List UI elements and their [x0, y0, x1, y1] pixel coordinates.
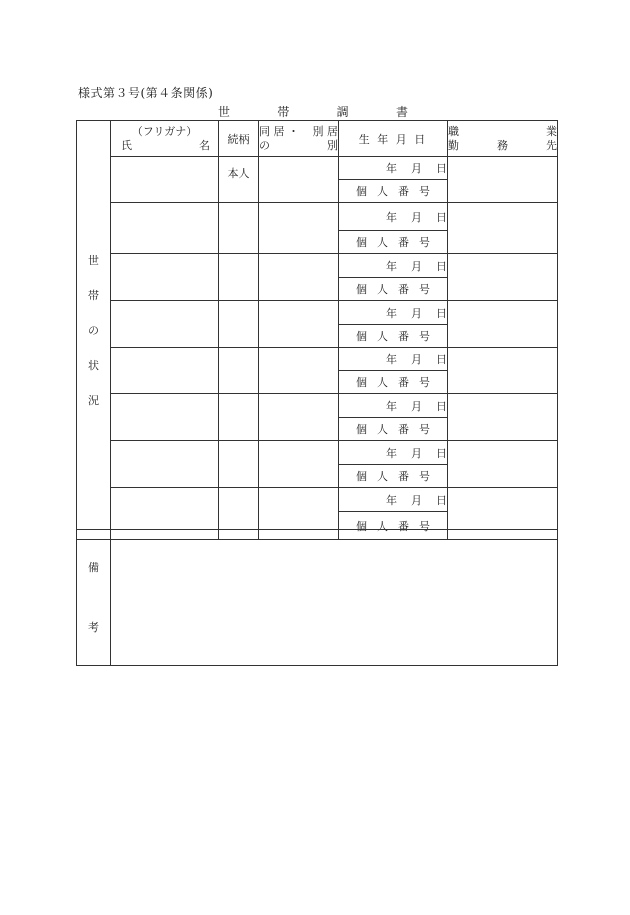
idn-char: 番: [398, 470, 409, 483]
idn-char: 人: [377, 423, 388, 436]
occ-label-2c: 先: [546, 138, 557, 152]
dob-field[interactable]: [339, 254, 448, 278]
individual-number-field[interactable]: [339, 465, 448, 488]
label-char: の: [88, 323, 99, 337]
form-number: 様式第３号(第４条関係): [78, 86, 214, 100]
dob-year: 年: [386, 493, 397, 507]
household-survey-table: [76, 120, 558, 540]
relation-field[interactable]: [219, 157, 259, 203]
idn-char: 号: [419, 185, 430, 198]
title-char: 書: [395, 105, 408, 119]
dob-month: 月: [411, 353, 422, 366]
dob-month: 月: [411, 162, 422, 175]
dob-field[interactable]: [339, 157, 448, 180]
occ-label-1b: 業: [546, 124, 557, 138]
household-status-label: [77, 121, 111, 540]
idn-char: 号: [419, 376, 430, 389]
dob-field[interactable]: [339, 301, 448, 325]
label-char: 況: [88, 393, 99, 407]
occ-label-1a: 職: [448, 124, 459, 138]
residence-field[interactable]: [259, 441, 339, 488]
name-field[interactable]: [111, 441, 219, 488]
idn-char: 号: [419, 283, 430, 296]
individual-number-field[interactable]: [339, 371, 448, 394]
header-occupation: [448, 121, 558, 157]
dob-year: 年: [386, 210, 397, 224]
relation-field[interactable]: [219, 348, 259, 394]
residence-label-2a: の: [259, 138, 270, 152]
label-char: 状: [88, 358, 99, 372]
dob-day: 日: [436, 353, 447, 366]
dob-year: 年: [386, 306, 397, 320]
residence-field[interactable]: [259, 348, 339, 394]
idn-char: 号: [419, 423, 430, 436]
idn-char: 個: [356, 185, 367, 198]
dob-month: 月: [411, 399, 422, 413]
residence-label-2b: 別: [327, 138, 338, 152]
dob-day: 日: [436, 493, 447, 507]
relation-field[interactable]: [219, 394, 259, 441]
idn-char: 号: [419, 470, 430, 483]
member-row: [77, 301, 558, 325]
relation-field[interactable]: [219, 254, 259, 301]
idn-char: 人: [377, 185, 388, 198]
idn-char: 番: [398, 185, 409, 198]
idn-char: 人: [377, 330, 388, 343]
name-label-2: 名: [199, 138, 210, 152]
remarks-label: [77, 530, 111, 666]
dob-field[interactable]: [339, 348, 448, 371]
dob-day: 日: [436, 399, 447, 413]
header-name: [111, 121, 219, 157]
label-char: 世: [88, 253, 99, 267]
dob-day: 日: [436, 210, 447, 224]
individual-number-field[interactable]: [339, 418, 448, 441]
dob-month: 月: [411, 210, 422, 224]
member-row: [77, 441, 558, 465]
individual-number-field[interactable]: [339, 278, 448, 301]
dob-field[interactable]: [339, 488, 448, 512]
remarks-field[interactable]: [111, 530, 558, 666]
residence-field[interactable]: [259, 301, 339, 348]
idn-char: 人: [377, 519, 388, 533]
header-dob: 生 年 月 日: [339, 121, 448, 157]
individual-number-field[interactable]: [339, 180, 448, 203]
dob-year: 年: [386, 353, 397, 366]
idn-char: 人: [377, 376, 388, 389]
dob-year: 年: [386, 162, 397, 175]
idn-char: 番: [398, 236, 409, 249]
member-row: [77, 394, 558, 418]
self-relation-text: 本人: [227, 167, 250, 180]
idn-char: 号: [419, 330, 430, 343]
idn-char: 個: [356, 376, 367, 389]
title-char: 調: [336, 105, 349, 119]
residence-field[interactable]: [259, 157, 339, 203]
occupation-field[interactable]: [448, 254, 558, 301]
idn-char: 個: [356, 283, 367, 296]
name-field[interactable]: [111, 203, 219, 254]
furigana-label: （フリガナ）: [131, 124, 198, 138]
dob-month: 月: [411, 259, 422, 273]
individual-number-field[interactable]: [339, 231, 448, 254]
dob-year: 年: [386, 446, 397, 460]
idn-char: 人: [377, 470, 388, 483]
idn-char: 号: [419, 519, 430, 533]
name-field[interactable]: [111, 348, 219, 394]
idn-char: 人: [377, 283, 388, 296]
occ-label-2b: 務: [497, 138, 508, 152]
name-field[interactable]: [111, 254, 219, 301]
dob-day: 日: [436, 162, 447, 175]
relation-field[interactable]: [219, 441, 259, 488]
idn-char: 番: [398, 423, 409, 436]
label-char: 帯: [88, 288, 99, 302]
individual-number-field[interactable]: [339, 325, 448, 348]
residence-label-1a: 同 居 ・: [259, 124, 299, 138]
idn-char: 個: [356, 330, 367, 343]
idn-char: 人: [377, 236, 388, 249]
dob-field[interactable]: [339, 441, 448, 465]
name-field[interactable]: [111, 394, 219, 441]
label-char: 備: [88, 560, 99, 574]
relation-field[interactable]: [219, 301, 259, 348]
idn-char: 個: [356, 423, 367, 436]
idn-char: 番: [398, 283, 409, 296]
name-label-1: 氏: [121, 138, 132, 152]
member-row: [77, 348, 558, 371]
occupation-field[interactable]: [448, 394, 558, 441]
dob-day: 日: [436, 446, 447, 460]
dob-day: 日: [436, 306, 447, 320]
member-row: [77, 488, 558, 512]
dob-year: 年: [386, 399, 397, 413]
dob-month: 月: [411, 306, 422, 320]
residence-label-1b: 別 居: [312, 124, 338, 138]
dob-field[interactable]: [339, 203, 448, 231]
occupation-field[interactable]: [448, 348, 558, 394]
member-row: [77, 157, 558, 180]
name-field[interactable]: [111, 157, 219, 203]
title-char: 帯: [277, 105, 290, 119]
member-row: [77, 203, 558, 231]
residence-field[interactable]: [259, 254, 339, 301]
remarks-table: [76, 529, 558, 666]
occupation-field[interactable]: [448, 441, 558, 488]
residence-field[interactable]: [259, 394, 339, 441]
dob-month: 月: [411, 493, 422, 507]
name-field[interactable]: [111, 301, 219, 348]
occ-label-2a: 勤: [448, 138, 459, 152]
idn-char: 個: [356, 236, 367, 249]
idn-char: 個: [356, 470, 367, 483]
occupation-field[interactable]: [448, 157, 558, 203]
dob-field[interactable]: [339, 394, 448, 418]
idn-char: 番: [398, 519, 409, 533]
idn-char: 番: [398, 376, 409, 389]
label-char: 考: [88, 620, 99, 634]
idn-char: 個: [356, 519, 367, 533]
residence-field[interactable]: [259, 203, 339, 254]
idn-char: 番: [398, 330, 409, 343]
occupation-field[interactable]: [448, 203, 558, 254]
dob-month: 月: [411, 446, 422, 460]
document-title: [218, 103, 408, 120]
header-residence: [259, 121, 339, 157]
dob-day: 日: [436, 259, 447, 273]
relation-field[interactable]: [219, 203, 259, 254]
title-char: 世: [218, 105, 231, 119]
header-relation: 続柄: [219, 121, 259, 157]
dob-year: 年: [386, 259, 397, 273]
idn-char: 号: [419, 236, 430, 249]
member-row: [77, 254, 558, 278]
occupation-field[interactable]: [448, 301, 558, 348]
